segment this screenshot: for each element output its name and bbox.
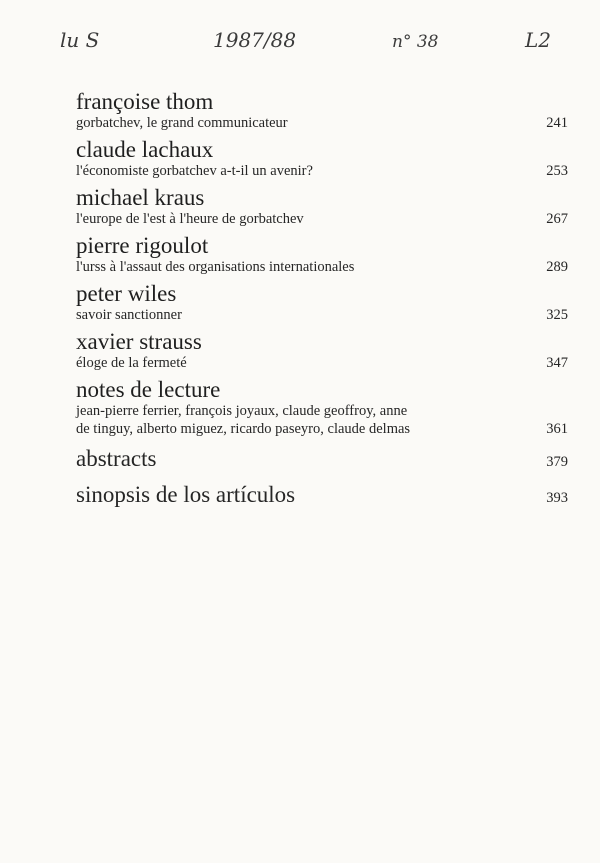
entry-page-number: 289 xyxy=(546,259,568,275)
notes-line-2-row xyxy=(76,420,568,438)
entry-author: claude lachaux xyxy=(76,137,214,162)
entry-title-row xyxy=(76,210,568,228)
entry-page-number: 253 xyxy=(546,163,568,179)
entry-page-number: 325 xyxy=(546,307,568,323)
notes-page-number: 361 xyxy=(546,421,568,437)
entry-title: savoir sanctionner xyxy=(76,307,182,323)
abstracts-label: abstracts xyxy=(76,446,157,471)
entry-author: pierre rigoulot xyxy=(76,233,209,258)
entry-title: gorbatchev, le grand communicateur xyxy=(76,115,288,131)
table-of-contents xyxy=(76,90,568,510)
toc-entry-abstracts xyxy=(76,444,568,474)
toc-entry xyxy=(76,138,568,180)
entry-title: l'europe de l'est à l'heure de gorbatchev xyxy=(76,211,304,227)
toc-entry-sinopsis xyxy=(76,480,568,510)
entry-title-row xyxy=(76,258,568,276)
entry-author: xavier strauss xyxy=(76,329,202,354)
toc-entry xyxy=(76,330,568,372)
notes-line-2: de tinguy, alberto miguez, ricardo paseyro, claude delmas xyxy=(76,421,411,437)
entry-page-number: 267 xyxy=(546,211,568,227)
entry-author: françoise thom xyxy=(76,89,214,114)
entry-page-number: 241 xyxy=(546,115,568,131)
notes-line-1: jean-pierre ferrier, françois joyaux, claude geoffroy, anne xyxy=(76,403,408,419)
handwritten-mark-left: lu S xyxy=(60,28,100,52)
sinopsis-label: sinopsis de los artículos xyxy=(76,482,296,507)
handwritten-issue-number: n° 38 xyxy=(392,32,439,52)
entry-page-number: 347 xyxy=(546,355,568,371)
abstracts-page-number: 379 xyxy=(546,454,568,470)
entry-title-row xyxy=(76,162,568,180)
sinopsis-page-number: 393 xyxy=(546,490,568,506)
entry-author: michael kraus xyxy=(76,185,205,210)
entry-title-row xyxy=(76,114,568,132)
toc-entry xyxy=(76,282,568,324)
entry-title-row xyxy=(76,306,568,324)
entry-title: l'économiste gorbatchev a-t-il un avenir? xyxy=(76,163,313,179)
entry-author: peter wiles xyxy=(76,281,177,306)
notes-contributors xyxy=(76,402,568,438)
entry-title: éloge de la fermeté xyxy=(76,355,187,371)
toc-entry xyxy=(76,186,568,228)
entry-title-row xyxy=(76,354,568,372)
entry-title: l'urss à l'assaut des organisations internationales xyxy=(76,259,355,275)
toc-entry xyxy=(76,234,568,276)
handwritten-year: 1987/88 xyxy=(213,28,297,52)
toc-entry-notes xyxy=(76,378,568,438)
notes-heading: notes de lecture xyxy=(76,377,221,402)
toc-entry xyxy=(76,90,568,132)
handwritten-mark-right: L2 xyxy=(525,28,552,52)
